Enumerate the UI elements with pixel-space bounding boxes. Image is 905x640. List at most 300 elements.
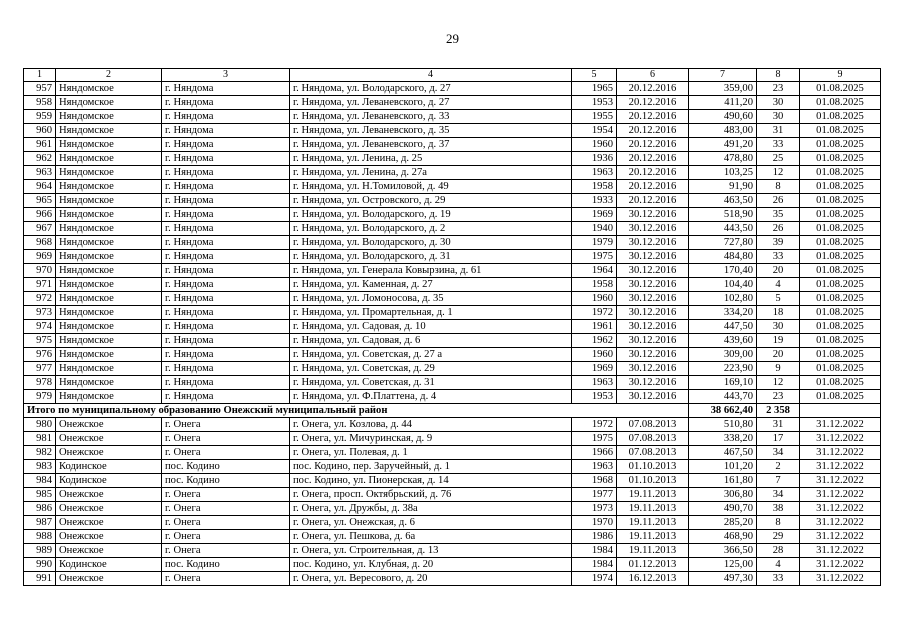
area-cell: 169,10 bbox=[689, 376, 757, 390]
deadline-cell: 31.12.2022 bbox=[800, 488, 881, 502]
date-cell: 30.12.2016 bbox=[617, 292, 689, 306]
residents-cell: 4 bbox=[757, 278, 800, 292]
deadline-cell: 01.08.2025 bbox=[800, 334, 881, 348]
year-built-cell: 1953 bbox=[572, 390, 617, 404]
address-cell: г. Няндома, ул. Ленина, д. 25 bbox=[290, 152, 572, 166]
settlement-cell: г. Няндома bbox=[162, 306, 290, 320]
deadline-cell: 01.08.2025 bbox=[800, 208, 881, 222]
table-row bbox=[24, 474, 881, 488]
address-cell: г. Няндома, ул. Садовая, д. 6 bbox=[290, 334, 572, 348]
row-number-cell: 958 bbox=[24, 96, 56, 110]
address-cell: г. Няндома, ул. Н.Томиловой, д. 49 bbox=[290, 180, 572, 194]
municipality-cell: Кодинское bbox=[56, 558, 162, 572]
municipality-cell: Няндомское bbox=[56, 390, 162, 404]
settlement-cell: г. Онега bbox=[162, 516, 290, 530]
table-row bbox=[24, 446, 881, 460]
deadline-cell: 01.08.2025 bbox=[800, 96, 881, 110]
municipality-cell: Онежское bbox=[56, 572, 162, 586]
date-cell: 30.12.2016 bbox=[617, 334, 689, 348]
column-number-8: 8 bbox=[757, 69, 800, 82]
year-built-cell: 1963 bbox=[572, 376, 617, 390]
area-cell: 161,80 bbox=[689, 474, 757, 488]
deadline-cell: 01.08.2025 bbox=[800, 110, 881, 124]
residents-cell: 18 bbox=[757, 306, 800, 320]
deadline-cell: 31.12.2022 bbox=[800, 558, 881, 572]
deadline-cell: 01.08.2025 bbox=[800, 180, 881, 194]
residents-cell: 29 bbox=[757, 530, 800, 544]
row-number-cell: 976 bbox=[24, 348, 56, 362]
row-number-cell: 989 bbox=[24, 544, 56, 558]
settlement-cell: г. Няндома bbox=[162, 180, 290, 194]
address-cell: г. Онега, ул. Вересового, д. 20 bbox=[290, 572, 572, 586]
address-cell: г. Онега, просп. Октябрьский, д. 76 bbox=[290, 488, 572, 502]
settlement-cell: г. Няндома bbox=[162, 292, 290, 306]
page-number: 29 bbox=[446, 31, 459, 46]
settlement-cell: г. Няндома bbox=[162, 348, 290, 362]
table-row bbox=[24, 264, 881, 278]
date-cell: 30.12.2016 bbox=[617, 348, 689, 362]
residents-cell: 23 bbox=[757, 390, 800, 404]
address-cell: г. Няндома, ул. Леваневского, д. 33 bbox=[290, 110, 572, 124]
table-row bbox=[24, 362, 881, 376]
year-built-cell: 1954 bbox=[572, 124, 617, 138]
table-row bbox=[24, 166, 881, 180]
residents-cell: 33 bbox=[757, 572, 800, 586]
date-cell: 16.12.2013 bbox=[617, 572, 689, 586]
row-number-cell: 973 bbox=[24, 306, 56, 320]
table-row bbox=[24, 558, 881, 572]
row-number-cell: 985 bbox=[24, 488, 56, 502]
settlement-cell: г. Онега bbox=[162, 418, 290, 432]
settlement-cell: г. Няндома bbox=[162, 208, 290, 222]
table-row bbox=[24, 152, 881, 166]
date-cell: 19.11.2013 bbox=[617, 544, 689, 558]
deadline-cell: 01.08.2025 bbox=[800, 236, 881, 250]
area-cell: 411,20 bbox=[689, 96, 757, 110]
deadline-cell: 31.12.2022 bbox=[800, 432, 881, 446]
deadline-cell: 01.08.2025 bbox=[800, 138, 881, 152]
date-cell: 20.12.2016 bbox=[617, 124, 689, 138]
area-cell: 510,80 bbox=[689, 418, 757, 432]
row-number-cell: 987 bbox=[24, 516, 56, 530]
residents-cell: 12 bbox=[757, 166, 800, 180]
year-built-cell: 1940 bbox=[572, 222, 617, 236]
row-number-cell: 978 bbox=[24, 376, 56, 390]
area-cell: 359,00 bbox=[689, 82, 757, 96]
settlement-cell: г. Няндома bbox=[162, 264, 290, 278]
row-number-cell: 970 bbox=[24, 264, 56, 278]
date-cell: 07.08.2013 bbox=[617, 446, 689, 460]
area-cell: 338,20 bbox=[689, 432, 757, 446]
municipality-cell: Няндомское bbox=[56, 236, 162, 250]
table-row bbox=[24, 82, 881, 96]
deadline-cell: 31.12.2022 bbox=[800, 474, 881, 488]
area-cell: 443,50 bbox=[689, 222, 757, 236]
date-cell: 30.12.2016 bbox=[617, 236, 689, 250]
settlement-cell: пос. Кодино bbox=[162, 558, 290, 572]
residents-cell: 31 bbox=[757, 124, 800, 138]
area-cell: 727,80 bbox=[689, 236, 757, 250]
area-cell: 306,80 bbox=[689, 488, 757, 502]
table-row bbox=[24, 124, 881, 138]
deadline-cell: 01.08.2025 bbox=[800, 152, 881, 166]
year-built-cell: 1960 bbox=[572, 138, 617, 152]
table-row bbox=[24, 236, 881, 250]
address-cell: г. Онега, ул. Мичуринская, д. 9 bbox=[290, 432, 572, 446]
date-cell: 30.12.2016 bbox=[617, 278, 689, 292]
municipality-cell: Онежское bbox=[56, 418, 162, 432]
settlement-cell: г. Няндома bbox=[162, 376, 290, 390]
table-row bbox=[24, 460, 881, 474]
residents-cell: 39 bbox=[757, 236, 800, 250]
date-cell: 30.12.2016 bbox=[617, 362, 689, 376]
settlement-cell: г. Няндома bbox=[162, 390, 290, 404]
residents-cell: 38 bbox=[757, 502, 800, 516]
date-cell: 20.12.2016 bbox=[617, 82, 689, 96]
area-cell: 443,70 bbox=[689, 390, 757, 404]
row-number-cell: 968 bbox=[24, 236, 56, 250]
settlement-cell: г. Няндома bbox=[162, 124, 290, 138]
date-cell: 20.12.2016 bbox=[617, 138, 689, 152]
area-cell: 439,60 bbox=[689, 334, 757, 348]
table-row bbox=[24, 516, 881, 530]
settlement-cell: г. Онега bbox=[162, 488, 290, 502]
deadline-cell: 01.08.2025 bbox=[800, 376, 881, 390]
deadline-cell: 01.08.2025 bbox=[800, 166, 881, 180]
date-cell: 30.12.2016 bbox=[617, 208, 689, 222]
table-row bbox=[24, 250, 881, 264]
settlement-cell: пос. Кодино bbox=[162, 474, 290, 488]
row-number-cell: 991 bbox=[24, 572, 56, 586]
row-number-cell: 961 bbox=[24, 138, 56, 152]
column-number-9: 9 bbox=[800, 69, 881, 82]
column-number-6: 6 bbox=[617, 69, 689, 82]
settlement-cell: г. Онега bbox=[162, 446, 290, 460]
address-cell: г. Няндома, ул. Промартельная, д. 1 bbox=[290, 306, 572, 320]
total-count: 2 358 bbox=[757, 404, 800, 418]
total-area: 38 662,40 bbox=[689, 404, 757, 418]
municipality-cell: Няндомское bbox=[56, 320, 162, 334]
address-cell: г. Няндома, ул. Володарского, д. 19 bbox=[290, 208, 572, 222]
table-row bbox=[24, 432, 881, 446]
deadline-cell: 01.08.2025 bbox=[800, 348, 881, 362]
row-number-cell: 988 bbox=[24, 530, 56, 544]
deadline-cell: 01.08.2025 bbox=[800, 82, 881, 96]
date-cell: 20.12.2016 bbox=[617, 110, 689, 124]
column-number-4: 4 bbox=[290, 69, 572, 82]
year-built-cell: 1986 bbox=[572, 530, 617, 544]
row-number-cell: 957 bbox=[24, 82, 56, 96]
year-built-cell: 1936 bbox=[572, 152, 617, 166]
year-built-cell: 1973 bbox=[572, 502, 617, 516]
table-row bbox=[24, 222, 881, 236]
municipality-cell: Няндомское bbox=[56, 82, 162, 96]
address-cell: г. Онега, ул. Дружбы, д. 38а bbox=[290, 502, 572, 516]
address-cell: г. Онега, ул. Пешкова, д. 6а bbox=[290, 530, 572, 544]
deadline-cell: 01.08.2025 bbox=[800, 320, 881, 334]
municipality-cell: Няндомское bbox=[56, 222, 162, 236]
residents-cell: 25 bbox=[757, 152, 800, 166]
residents-cell: 30 bbox=[757, 110, 800, 124]
deadline-cell: 01.08.2025 bbox=[800, 278, 881, 292]
row-number-cell: 969 bbox=[24, 250, 56, 264]
municipality-cell: Кодинское bbox=[56, 474, 162, 488]
residents-cell: 26 bbox=[757, 222, 800, 236]
column-number-3: 3 bbox=[162, 69, 290, 82]
settlement-cell: г. Онега bbox=[162, 432, 290, 446]
year-built-cell: 1974 bbox=[572, 572, 617, 586]
area-cell: 103,25 bbox=[689, 166, 757, 180]
municipality-cell: Онежское bbox=[56, 446, 162, 460]
settlement-cell: г. Няндома bbox=[162, 236, 290, 250]
deadline-cell: 01.08.2025 bbox=[800, 292, 881, 306]
year-built-cell: 1963 bbox=[572, 166, 617, 180]
date-cell: 30.12.2016 bbox=[617, 306, 689, 320]
area-cell: 102,80 bbox=[689, 292, 757, 306]
table-row bbox=[24, 572, 881, 586]
year-built-cell: 1972 bbox=[572, 306, 617, 320]
residents-cell: 2 bbox=[757, 460, 800, 474]
housing-registry-table bbox=[23, 68, 881, 586]
date-cell: 01.12.2013 bbox=[617, 558, 689, 572]
municipality-cell: Няндомское bbox=[56, 278, 162, 292]
area-cell: 91,90 bbox=[689, 180, 757, 194]
municipality-cell: Няндомское bbox=[56, 208, 162, 222]
settlement-cell: г. Няндома bbox=[162, 82, 290, 96]
date-cell: 07.08.2013 bbox=[617, 418, 689, 432]
table-row bbox=[24, 306, 881, 320]
residents-cell: 30 bbox=[757, 320, 800, 334]
area-cell: 366,50 bbox=[689, 544, 757, 558]
settlement-cell: г. Няндома bbox=[162, 166, 290, 180]
residents-cell: 33 bbox=[757, 250, 800, 264]
row-number-cell: 963 bbox=[24, 166, 56, 180]
deadline-cell: 01.08.2025 bbox=[800, 194, 881, 208]
address-cell: г. Няндома, ул. Володарского, д. 30 bbox=[290, 236, 572, 250]
table-row bbox=[24, 334, 881, 348]
residents-cell: 28 bbox=[757, 544, 800, 558]
settlement-cell: г. Няндома bbox=[162, 362, 290, 376]
row-number-cell: 986 bbox=[24, 502, 56, 516]
area-cell: 497,30 bbox=[689, 572, 757, 586]
residents-cell: 9 bbox=[757, 362, 800, 376]
municipality-cell: Онежское bbox=[56, 530, 162, 544]
row-number-cell: 975 bbox=[24, 334, 56, 348]
settlement-cell: г. Няндома bbox=[162, 222, 290, 236]
area-cell: 463,50 bbox=[689, 194, 757, 208]
address-cell: г. Няндома, ул. Володарского, д. 2 bbox=[290, 222, 572, 236]
area-cell: 490,60 bbox=[689, 110, 757, 124]
deadline-cell: 31.12.2022 bbox=[800, 516, 881, 530]
municipality-cell: Онежское bbox=[56, 544, 162, 558]
date-cell: 30.12.2016 bbox=[617, 320, 689, 334]
address-cell: г. Няндома, ул. Леваневского, д. 37 bbox=[290, 138, 572, 152]
area-cell: 223,90 bbox=[689, 362, 757, 376]
deadline-cell: 01.08.2025 bbox=[800, 222, 881, 236]
row-number-cell: 984 bbox=[24, 474, 56, 488]
year-built-cell: 1960 bbox=[572, 348, 617, 362]
deadline-cell: 01.08.2025 bbox=[800, 250, 881, 264]
settlement-cell: г. Няндома bbox=[162, 194, 290, 208]
residents-cell: 5 bbox=[757, 292, 800, 306]
row-number-cell: 967 bbox=[24, 222, 56, 236]
municipality-cell: Няндомское bbox=[56, 124, 162, 138]
address-cell: г. Няндома, ул. Советская, д. 29 bbox=[290, 362, 572, 376]
municipality-cell: Няндомское bbox=[56, 376, 162, 390]
residents-cell: 8 bbox=[757, 516, 800, 530]
year-built-cell: 1965 bbox=[572, 82, 617, 96]
year-built-cell: 1961 bbox=[572, 320, 617, 334]
residents-cell: 12 bbox=[757, 376, 800, 390]
year-built-cell: 1962 bbox=[572, 334, 617, 348]
residents-cell: 7 bbox=[757, 474, 800, 488]
table-row bbox=[24, 138, 881, 152]
area-cell: 491,20 bbox=[689, 138, 757, 152]
residents-cell: 19 bbox=[757, 334, 800, 348]
settlement-cell: г. Онега bbox=[162, 502, 290, 516]
residents-cell: 23 bbox=[757, 82, 800, 96]
municipality-cell: Няндомское bbox=[56, 292, 162, 306]
year-built-cell: 1960 bbox=[572, 292, 617, 306]
row-number-cell: 983 bbox=[24, 460, 56, 474]
settlement-cell: г. Няндома bbox=[162, 320, 290, 334]
date-cell: 30.12.2016 bbox=[617, 222, 689, 236]
residents-cell: 33 bbox=[757, 138, 800, 152]
deadline-cell: 31.12.2022 bbox=[800, 572, 881, 586]
address-cell: г. Онега, ул. Полевая, д. 1 bbox=[290, 446, 572, 460]
table-row bbox=[24, 110, 881, 124]
settlement-cell: г. Онега bbox=[162, 544, 290, 558]
settlement-cell: г. Няндома bbox=[162, 250, 290, 264]
date-cell: 01.10.2013 bbox=[617, 460, 689, 474]
table-row bbox=[24, 208, 881, 222]
year-built-cell: 1984 bbox=[572, 544, 617, 558]
area-cell: 468,90 bbox=[689, 530, 757, 544]
residents-cell: 31 bbox=[757, 418, 800, 432]
column-number-1: 1 bbox=[24, 69, 56, 82]
deadline-cell: 01.08.2025 bbox=[800, 306, 881, 320]
area-cell: 483,00 bbox=[689, 124, 757, 138]
area-cell: 309,00 bbox=[689, 348, 757, 362]
settlement-cell: г. Онега bbox=[162, 530, 290, 544]
municipality-cell: Няндомское bbox=[56, 264, 162, 278]
row-number-cell: 960 bbox=[24, 124, 56, 138]
municipality-cell: Онежское bbox=[56, 502, 162, 516]
date-cell: 20.12.2016 bbox=[617, 194, 689, 208]
date-cell: 01.10.2013 bbox=[617, 474, 689, 488]
year-built-cell: 1958 bbox=[572, 278, 617, 292]
residents-cell: 35 bbox=[757, 208, 800, 222]
municipality-cell: Няндомское bbox=[56, 348, 162, 362]
municipality-cell: Няндомское bbox=[56, 96, 162, 110]
area-cell: 467,50 bbox=[689, 446, 757, 460]
deadline-cell: 01.08.2025 bbox=[800, 362, 881, 376]
settlement-cell: пос. Кодино bbox=[162, 460, 290, 474]
municipality-cell: Няндомское bbox=[56, 362, 162, 376]
year-built-cell: 1970 bbox=[572, 516, 617, 530]
total-label: Итого по муниципальному образованию Онежский муниципальный район bbox=[24, 404, 689, 418]
settlement-cell: г. Няндома bbox=[162, 152, 290, 166]
year-built-cell: 1958 bbox=[572, 180, 617, 194]
municipality-cell: Няндомское bbox=[56, 152, 162, 166]
row-number-cell: 979 bbox=[24, 390, 56, 404]
date-cell: 20.12.2016 bbox=[617, 166, 689, 180]
year-built-cell: 1966 bbox=[572, 446, 617, 460]
residents-cell: 20 bbox=[757, 348, 800, 362]
deadline-cell: 31.12.2022 bbox=[800, 544, 881, 558]
row-number-cell: 977 bbox=[24, 362, 56, 376]
municipality-cell: Няндомское bbox=[56, 250, 162, 264]
residents-cell: 4 bbox=[757, 558, 800, 572]
year-built-cell: 1964 bbox=[572, 264, 617, 278]
residents-cell: 8 bbox=[757, 180, 800, 194]
row-number-cell: 974 bbox=[24, 320, 56, 334]
area-cell: 125,00 bbox=[689, 558, 757, 572]
address-cell: г. Няндома, ул. Садовая, д. 10 bbox=[290, 320, 572, 334]
year-built-cell: 1968 bbox=[572, 474, 617, 488]
row-number-cell: 982 bbox=[24, 446, 56, 460]
municipality-cell: Онежское bbox=[56, 488, 162, 502]
table-row bbox=[24, 194, 881, 208]
date-cell: 20.12.2016 bbox=[617, 180, 689, 194]
area-cell: 478,80 bbox=[689, 152, 757, 166]
table-row bbox=[24, 320, 881, 334]
deadline-cell: 31.12.2022 bbox=[800, 502, 881, 516]
residents-cell: 30 bbox=[757, 96, 800, 110]
address-cell: г. Няндома, ул. Каменная, д. 27 bbox=[290, 278, 572, 292]
municipality-cell: Няндомское bbox=[56, 166, 162, 180]
date-cell: 30.12.2016 bbox=[617, 264, 689, 278]
date-cell: 30.12.2016 bbox=[617, 390, 689, 404]
deadline-cell: 01.08.2025 bbox=[800, 390, 881, 404]
municipality-cell: Онежское bbox=[56, 516, 162, 530]
deadline-cell: 31.12.2022 bbox=[800, 530, 881, 544]
table-row bbox=[24, 376, 881, 390]
date-cell: 20.12.2016 bbox=[617, 152, 689, 166]
deadline-cell: 31.12.2022 bbox=[800, 460, 881, 474]
address-cell: пос. Кодино, ул. Пионерская, д. 14 bbox=[290, 474, 572, 488]
area-cell: 104,40 bbox=[689, 278, 757, 292]
municipality-cell: Няндомское bbox=[56, 138, 162, 152]
address-cell: г. Няндома, ул. Володарского, д. 31 bbox=[290, 250, 572, 264]
table-row bbox=[24, 292, 881, 306]
year-built-cell: 1984 bbox=[572, 558, 617, 572]
year-built-cell: 1975 bbox=[572, 250, 617, 264]
column-number-2: 2 bbox=[56, 69, 162, 82]
address-cell: г. Онега, ул. Онежская, д. 6 bbox=[290, 516, 572, 530]
table-row bbox=[24, 390, 881, 404]
column-number-row bbox=[24, 69, 881, 82]
table-row bbox=[24, 502, 881, 516]
column-number-7: 7 bbox=[689, 69, 757, 82]
year-built-cell: 1953 bbox=[572, 96, 617, 110]
area-cell: 447,50 bbox=[689, 320, 757, 334]
residents-cell: 17 bbox=[757, 432, 800, 446]
total-row bbox=[24, 404, 881, 418]
row-number-cell: 959 bbox=[24, 110, 56, 124]
municipality-cell: Кодинское bbox=[56, 460, 162, 474]
row-number-cell: 966 bbox=[24, 208, 56, 222]
row-number-cell: 962 bbox=[24, 152, 56, 166]
deadline-cell: 31.12.2022 bbox=[800, 446, 881, 460]
municipality-cell: Няндомское bbox=[56, 334, 162, 348]
address-cell: пос. Кодино, пер. Заручейный, д. 1 bbox=[290, 460, 572, 474]
date-cell: 19.11.2013 bbox=[617, 502, 689, 516]
settlement-cell: г. Няндома bbox=[162, 138, 290, 152]
deadline-cell: 01.08.2025 bbox=[800, 264, 881, 278]
address-cell: г. Няндома, ул. Леваневского, д. 27 bbox=[290, 96, 572, 110]
address-cell: г. Няндома, ул. Генерала Ковырзина, д. 61 bbox=[290, 264, 572, 278]
